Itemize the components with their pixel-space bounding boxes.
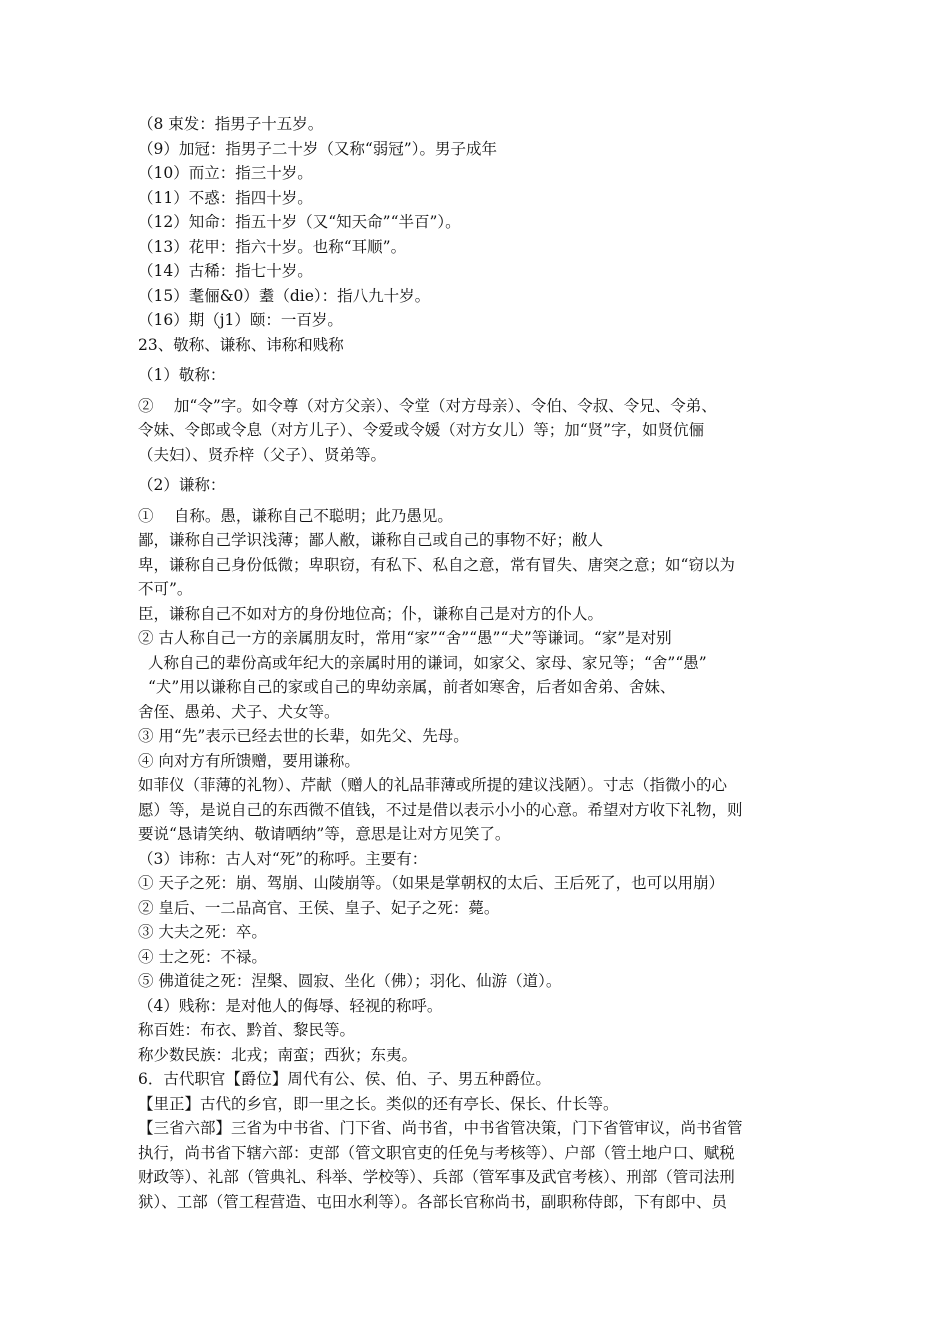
section-heading: 6．古代职官【爵位】周代有公、侯、伯、子、男五种爵位。 — [138, 1070, 551, 1088]
text-line: “犬”用以谦称自己的家或自己的卑幼亲属，前者如寒舍，后者如舍弟、舍妹、 — [148, 678, 676, 696]
text-line: 要说“恳请笑纳、敬请哂纳”等，意思是让对方见笑了。 — [138, 825, 511, 843]
text-line: （10）而立：指三十岁。 — [138, 164, 313, 182]
text-line: ① 天子之死：崩、驾崩、山陵崩等。（如果是掌朝权的太后、王后死了，也可以用崩） — [138, 874, 725, 892]
text-line: （12）知命：指五十岁（又“知天命”“半百”）。 — [138, 213, 461, 231]
text-line: 舍侄、愚弟、犬子、犬女等。 — [138, 702, 340, 721]
text-line: ② 皇后、一二品高官、王侯、皇子、妃子之死：薨。 — [138, 898, 500, 917]
text-line: ③ 大夫之死：卒。 — [138, 923, 267, 941]
text-line: ④ 向对方有所馈赠，要用谦称。 — [138, 751, 360, 770]
text-line: ② 加“令”字。如令尊（对方父亲）、令堂（对方母亲）、令伯、令叔、令兄、令弟、 — [138, 396, 717, 415]
text-line: 狱）、工部（管工程营造、屯田水利等）。各部长官称尚书，副职称侍郎，下有郎中、员 — [138, 1192, 728, 1211]
text-line: （13）花甲：指六十岁。也称“耳顺”。 — [138, 237, 407, 256]
subsection-heading: （4）贱称：是对他人的侮辱、轻视的称呼。 — [138, 996, 443, 1015]
subsection-heading: （1）敬称： — [138, 366, 226, 384]
text-line: （16）期（j1）颐：一百岁。 — [138, 311, 343, 329]
subsection-heading: （3）讳称：古人对“死”的称呼。主要有： — [138, 849, 428, 868]
document-body — [138, 112, 818, 1214]
text-line: 如菲仪（菲薄的礼物）、芹献（赠人的礼品菲薄或所提的建议浅陋）。寸志（指微小的心 — [138, 776, 728, 794]
text-line: 称百姓：布衣、黔首、黎民等。 — [138, 1021, 356, 1039]
text-line: 财政等）、礼部（管典礼、科举、学校等）、兵部（管军事及武官考核）、刑部（管司法刑 — [138, 1168, 735, 1186]
text-line: （夫妇）、贤乔梓（父子）、贤弟等。 — [138, 445, 387, 464]
text-line: 执行，尚书省下辖六部：吏部（管文职官吏的任免与考核等）、户部（管土地户口、赋税 — [138, 1143, 735, 1162]
text-line: ④ 士之死：不禄。 — [138, 947, 267, 966]
text-line: （11）不惑：指四十岁。 — [138, 188, 313, 207]
text-line: 【里正】古代的乡官，即一里之长。类似的还有亭长、保长、什长等。 — [138, 1094, 619, 1113]
text-line: ① 自称。愚，谦称自己不聪明；此乃愚见。 — [138, 506, 453, 525]
text-line: 鄙，谦称自己学识浅薄；鄙人敝，谦称自己或自己的事物不好；敝人 — [138, 531, 604, 549]
text-line: ⑤ 佛道徒之死：涅槃、圆寂、坐化（佛）；羽化、仙游（道）。 — [138, 972, 562, 990]
text-line: （8 束发：指男子十五岁。 — [138, 115, 324, 133]
text-line: 【三省六部】三省为中书省、门下省、尚书省，中书省管决策，门下省管审议，尚书省管 — [138, 1119, 743, 1137]
text-line: 臣，谦称自己不如对方的身份地位高；仆，谦称自己是对方的仆人。 — [138, 604, 604, 623]
text-line: 愿）等，是说自己的东西微不值钱，不过是借以表示小小的心意。希望对方收下礼物，则 — [138, 800, 743, 819]
text-line: （15）耄俪&0）耋（die）：指八九十岁。 — [138, 286, 431, 305]
section-heading: 23、敬称、谦称、讳称和贱称 — [138, 335, 344, 354]
subsection-heading: （2）谦称： — [138, 476, 226, 494]
text-line: （9）加冠：指男子二十岁（又称“弱冠”）。男子成年 — [138, 139, 497, 158]
text-line: 令妹、令郎或令息（对方儿子）、令爱或令媛（对方女儿）等；加“贤”字，如贤伉俪 — [138, 421, 705, 439]
text-line: ② 古人称自己一方的亲属朋友时，常用“家”“舍”“愚”“犬”等谦词。“家”是对别 — [138, 629, 672, 647]
text-line: ③ 用“先”表示已经去世的长辈，如先父、先母。 — [138, 727, 469, 745]
text-line: 卑，谦称自己身份低微；卑职窃，有私下、私自之意，常有冒失、唐突之意；如“窃以为 — [138, 555, 735, 574]
text-line: （14）古稀：指七十岁。 — [138, 262, 313, 280]
text-line: 不可”。 — [138, 580, 193, 598]
text-line: 称少数民族：北戎；南蛮；西狄；东夷。 — [138, 1045, 418, 1064]
text-line: 人称自己的辈份高或年纪大的亲属时用的谦词，如家父、家母、家兄等；“舍”“愚” — [148, 653, 707, 672]
